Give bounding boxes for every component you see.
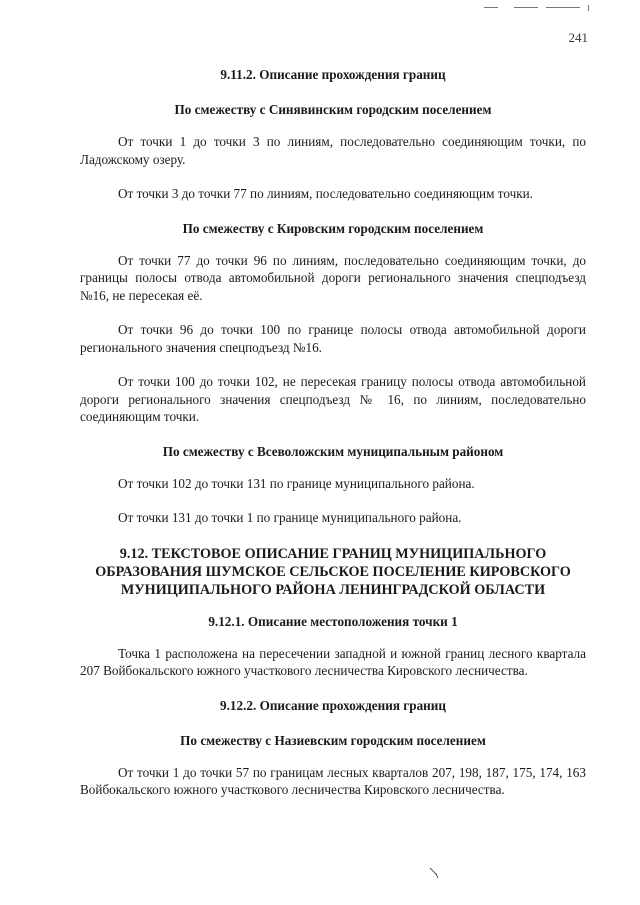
paragraph: От точки 1 до точки 57 по границам лесных кварталов 207, 198, 187, 175, 174, 163 Войбокальского южного участкового лесничества Кировского лесничества. (80, 764, 586, 797)
subheading-sinyavinskoe: По смежеству с Синявинским городским поселением (174, 102, 492, 117)
paragraph: От точки 1 до точки 3 по линиям, последовательно соединяющим точки, по Ладожскому озеру. (80, 134, 586, 167)
subheading-kirovskoe: По смежеству с Кировским городским поселением (182, 220, 484, 236)
subheading-vsevolozhsky: По смежеству с Всеволожским муниципальным районом (162, 443, 504, 459)
paragraph: От точки 102 до точки 131 по границе муниципального района. (118, 475, 475, 491)
section-heading-9-12-1: 9.12.1. Описание местоположения точки 1 (208, 613, 458, 629)
paragraph: От точки 100 до точки 102, не пересекая границу полосы отвода автомобильной дороги регионального значения спецподъезд № 16, по линиям, последовательно соединяющим точки. (80, 374, 586, 424)
paragraph: Точка 1 расположена на пересечении западной и южной границ лесного квартала 207 Войбокальского южного участкового лесничества Кировского лесничества. (80, 645, 586, 678)
section-heading-9-11-2: 9.11.2. Описание прохождения границ (220, 67, 446, 82)
scan-speck-mark (428, 866, 442, 880)
top-margin-marks (484, 7, 604, 11)
paragraph: От точки 96 до точки 100 по границе полосы отвода автомобильной дороги регионального значения спецподъезд №16. (80, 322, 586, 355)
section-heading-9-12: 9.12. ТЕКСТОВОЕ ОПИСАНИЕ ГРАНИЦ МУНИЦИПАЛЬНОГО ОБРАЗОВАНИЯ ШУМСКОЕ СЕЛЬСКОЕ ПОСЕЛЕНИЕ КИРОВСКОГО МУНИЦИПАЛЬНОГО РАЙОНА ЛЕНИНГРАДСКОЙ ОБЛАСТИ (95, 545, 571, 598)
paragraph: От точки 77 до точки 96 по линиям, последовательно соединяющим точки, до границы полосы отвода автомобильной дороги регионального значения спецподъезд №16, не пересекая её. (80, 252, 586, 303)
paragraph: От точки 131 до точки 1 по границе муниципального района. (118, 510, 462, 525)
paragraph: От точки 3 до точки 77 по линиям, последовательно соединяющим точки. (118, 186, 533, 201)
page-number: 241 (568, 30, 588, 45)
document-body (80, 66, 586, 799)
subheading-nazievskoe: По смежеству с Назиевским городским поселением (180, 732, 486, 748)
section-heading-9-12-2: 9.12.2. Описание прохождения границ (220, 697, 446, 713)
